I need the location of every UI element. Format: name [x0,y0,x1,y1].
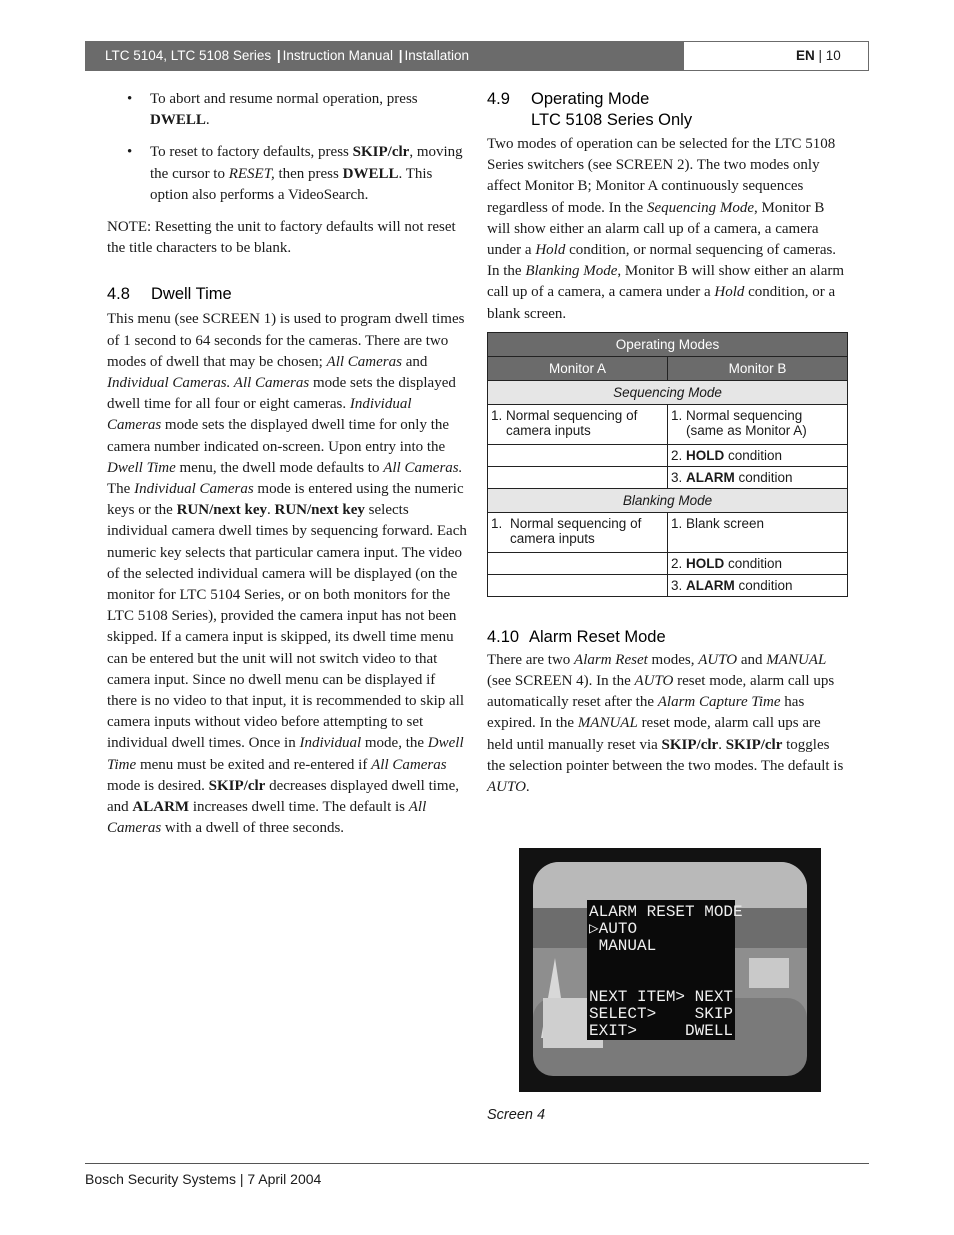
section-heading-4-9: 4.9 Operating Mode [487,90,650,108]
figure-caption: Screen 4 [487,1107,546,1123]
screen-line-auto: ▷AUTO [589,920,638,938]
header-separator: | [398,48,403,63]
operating-mode-body: Two modes of operation can be selected for the LTC 5108 Series switchers (see SCREEN 2). The two modes only affect Monitor B; Monitor A continuously sequences regardless of mode. In the Sequencing Mode, Monitor B will show either an alarm call up of a camera, a camera under a Hold condition, or normal sequencing of cameras. In the Blanking Mode, Monitor B will show either an alarm call up of a camera, a camera under a Hold condition, or a blank screen. [487,136,845,322]
table-header-monitor-a: Monitor A [488,356,668,380]
dwell-time-body: This menu (see SCREEN 1) is used to program dwell times of 1 second to 64 seconds for the cameras. There are two modes of dwell that may be chosen; All Cameras and Individual Cameras. All Cameras mode sets the displayed dwell time for all four or eight cameras. Individual Cameras mode sets the displayed dwell time for only the camera number indicated on-screen. Upon entry into the Dwell Time menu, the dwell mode defaults to All Cameras. The Individual Cameras mode is entered using the numeric keys or the RUN/next key. RUN/next key selects individual camera dwell times by sequencing forward. Each numeric key selects that particular camera input. The video of the selected individual camera will be displayed (on the monitor for LTC 5104 Series, or on both monitors for the LTC 5108 Series), provided the camera input has not been skipped. If a camera input is skipped, its dwell time menu can be entered but the unit will not switch video to that camera input. Since no dwell menu can be displayed if there is no video to that input, it is recommended to skip all camera inputs without video before attempting to set individual dwell times. Once in Individual mode, the Dwell Time menu must be exited and re-entered if All Cameras mode is desired. SKIP/clr decreases displayed dwell time, and ALARM increases dwell time. The default is All Cameras with a dwell of three seconds. [107,311,467,837]
bullet-reset: • To reset to factory defaults, press SKIP/clr, moving the cursor to RESET, then press DWELL. This option also performs a VideoSearch. [127,144,463,203]
header-doc-type: Instruction Manual [282,48,393,63]
table-row: 1. Normal sequencing of camera inputs 1. Normal sequencing (same as Monitor A) [488,404,848,444]
header-page-box: EN | 10 [683,41,869,71]
table-row: 1. Normal sequencing of camera inputs 1. Blank screen [488,512,848,552]
section-heading-4-10: 4.10 Alarm Reset Mode [487,627,666,646]
table-group-sequencing: Sequencing Mode [488,380,848,404]
screen-line-exit: EXIT> DWELL [589,1022,734,1040]
table-title: Operating Modes [488,332,848,356]
right-column [487,89,849,798]
left-column [107,89,467,840]
page-number: 10 [825,48,841,63]
footer-text: Bosch Security Systems | 7 April 2004 [85,1171,322,1187]
screen-4-photo [519,848,821,1092]
screen-line-title: ALARM RESET MODE [589,903,743,921]
header-lang: EN [796,48,815,63]
header-separator: | [276,48,281,63]
table-row: 2. HOLD condition [488,552,848,574]
table-row: 3. ALARM condition [488,466,848,488]
table-header-monitor-b: Monitor B [668,356,848,380]
section-subheading-4-9: LTC 5108 Series Only [531,111,693,129]
header-bar [85,41,683,71]
monitor-screen-image [519,848,821,1092]
operating-modes-table [487,332,848,597]
bullet-abort: • To abort and resume normal operation, press DWELL. [127,91,418,129]
header-section: Installation [404,48,470,63]
table-group-blanking: Blanking Mode [488,488,848,512]
alarm-reset-body: There are two Alarm Reset modes, AUTO and MANUAL (see SCREEN 4). In the AUTO reset mode, alarm call ups automatically reset after the Alarm Capture Time has expired. In the MANUAL reset mode, alarm call ups are held until manually reset via SKIP/clr. SKIP/clr toggles the selection pointer between the two modes. The default is AUTO. [487,651,844,796]
note-paragraph: NOTE: Resetting the unit to factory defaults will not reset the title characters to be blank. [107,219,456,257]
section-heading-4-8: 4.8 Dwell Time [107,285,232,304]
screen-line-select: SELECT> SKIP [589,1005,734,1023]
table-row: 2. HOLD condition [488,444,848,466]
footer-divider [85,1163,869,1164]
table-row: 3. ALARM condition [488,574,848,596]
screen-line-next: NEXT ITEM> NEXT [589,988,734,1006]
screen-line-manual: MANUAL [589,937,657,955]
header-product: LTC 5104, LTC 5108 Series [105,48,272,63]
